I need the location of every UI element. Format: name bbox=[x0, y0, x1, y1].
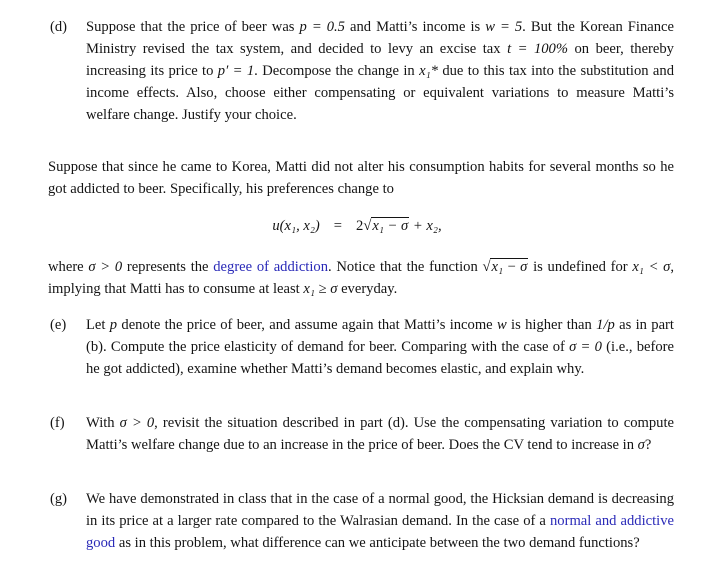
equation-equals: = bbox=[333, 218, 343, 234]
math-x1-star: x₁* bbox=[419, 63, 438, 79]
intro-paragraph: Suppose that since he came to Korea, Matti did not alter his consumption habits for several months so he got addicted to beer. Specifically, his preferences change to bbox=[48, 159, 674, 197]
equation-lhs: u(x₁, x₂) bbox=[272, 218, 320, 234]
math-price: p = 0.5 bbox=[299, 19, 345, 35]
problem-e-text: Let p denote the price of beer, and assume again that Matti’s income w is higher than 1/p as in part (b). Compute the price elasticity of demand for beer. Comparing with the case of σ = 0 (i.e., before he got addicted), examine whether Matti’s demand becomes elastic, and explain why. bbox=[86, 317, 675, 377]
math-income: w = 5 bbox=[485, 19, 523, 35]
where-paragraph: where σ > 0 represents the degree of addiction. Notice that the function √x₁ − σ is undefined for x₁ < σ, implying that Matti has to consume at least x₁ ≥ σ everyday. bbox=[48, 259, 674, 297]
equation-coef: 2 bbox=[356, 218, 364, 234]
equation-rhs: + x₂, bbox=[409, 218, 442, 234]
sqrt-icon: √ bbox=[482, 259, 491, 275]
problem-d-text: Suppose that the price of beer was p = 0.5 and Matti’s income is w = 5. But the Korean Finance Ministry revised the tax system, and decided to levy an excise tax t = 100% on beer, thereby increasing its price to p′ = 1. Decompose the change in x₁* due to this tax into the substitution and income effects. Also, choose either compensating or equivalent variations to measure Matti’s welfare change. Justify your choice. bbox=[86, 19, 674, 123]
problem-f-text: With σ > 0, revisit the situation described in part (d). Use the compensating variation to compute Matti’s welfare change due to an increase in the price of beer. Does the CV tend to increase in σ? bbox=[86, 415, 675, 453]
problem-g-text: We have demonstrated in class that in the case of a normal good, the Hicksian demand is decreasing in its price at a larger rate compared to the Walrasian demand. In the case of a normal and addictive good as in this problem, what difference can we anticipate between the two demand functions? bbox=[86, 491, 674, 551]
problem-f bbox=[50, 412, 674, 456]
normal-and-addictive-good-link[interactable]: normal and addictive good bbox=[86, 513, 674, 551]
utility-equation bbox=[0, 214, 714, 238]
problem-g-label: (g) bbox=[50, 491, 68, 507]
problem-e bbox=[50, 314, 674, 380]
sqrt-icon: √ bbox=[363, 218, 372, 234]
math-new-price: p′ = 1 bbox=[217, 63, 255, 79]
equation-root: x₁ − σ bbox=[372, 218, 409, 234]
problem-d bbox=[50, 16, 674, 126]
problem-g bbox=[50, 488, 674, 554]
degree-of-addiction-link[interactable]: degree of addiction bbox=[213, 259, 329, 275]
problem-f-label: (f) bbox=[50, 415, 65, 431]
math-tax: t = 100% bbox=[507, 41, 568, 57]
problem-d-label: (d) bbox=[50, 19, 68, 35]
problem-e-label: (e) bbox=[50, 317, 67, 333]
